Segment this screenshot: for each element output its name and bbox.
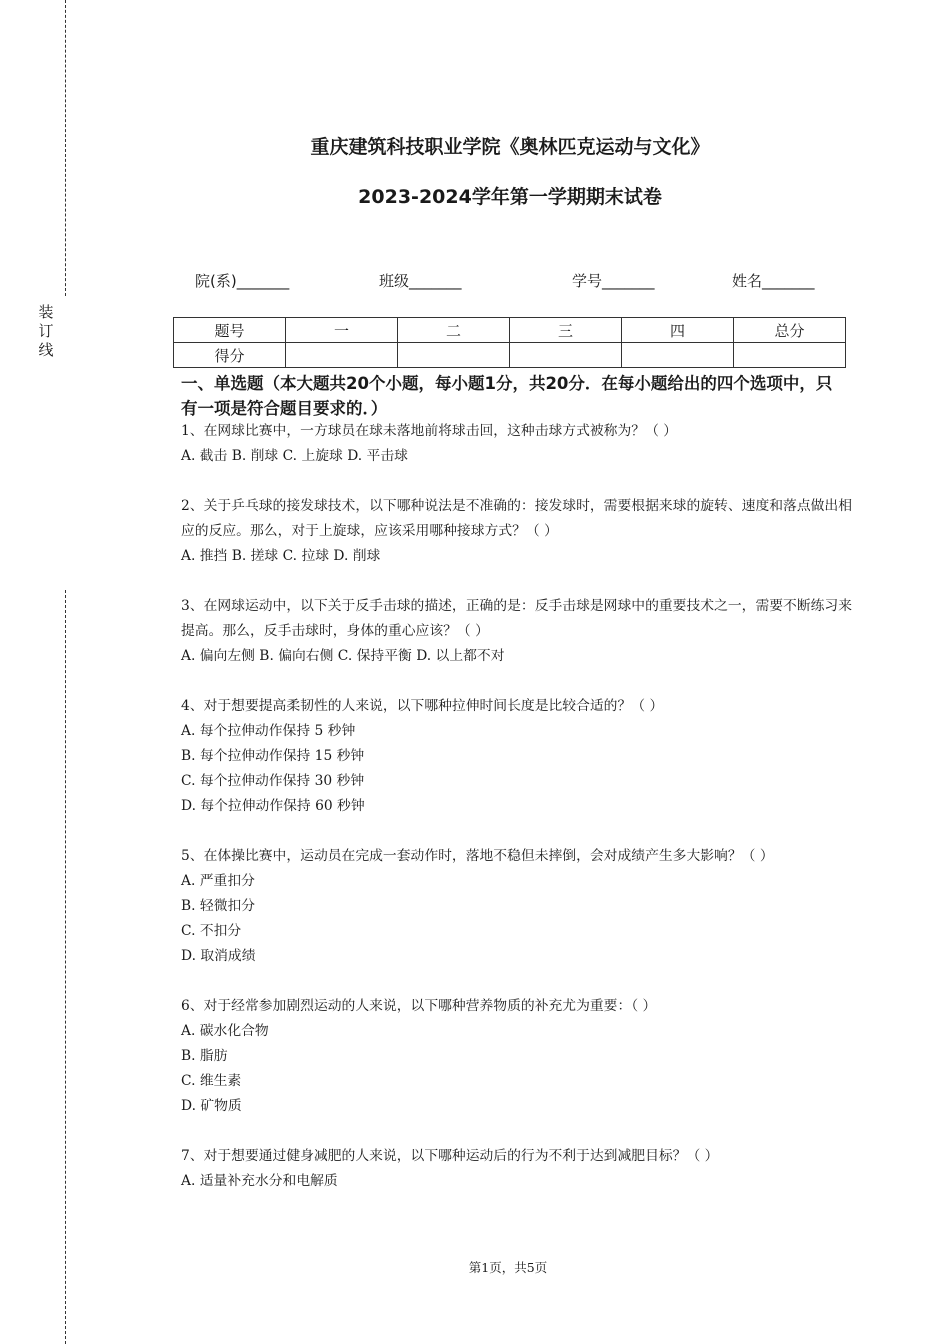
- score-table-header-cell: 三: [510, 318, 622, 343]
- question-stem: 2、关于乒乓球的接发球技术，以下哪种说法是不准确的：接发球时，需要根据来球的旋转、速度和落点做出相应的反应。那么，对于上旋球，应该采用哪种接球方式？（ ）: [181, 498, 853, 539]
- student-id-field[interactable]: 学号_______: [572, 272, 655, 290]
- question-stem: 1、在网球比赛中，一方球员在球未落地前将球击回，这种击球方式被称为？（ ）: [181, 423, 678, 439]
- score-cell[interactable]: [510, 343, 622, 368]
- question-options: A. 推挡 B. 搓球 C. 拉球 D. 削球: [181, 548, 381, 564]
- question-options: A. 偏向左侧 B. 偏向右侧 C. 保持平衡 D. 以上都不对: [181, 648, 505, 664]
- binding-line-bottom: [65, 590, 66, 1344]
- score-cell[interactable]: [734, 343, 846, 368]
- exam-title-school-course: 重庆建筑科技职业学院《奥林匹克运动与文化》: [310, 136, 710, 158]
- question-stem: 5、在体操比赛中，运动员在完成一套动作时，落地不稳但未摔倒，会对成绩产生多大影响？（ ）: [181, 848, 774, 864]
- question-5: [181, 844, 853, 969]
- question-stem: 6、对于经常参加剧烈运动的人来说，以下哪种营养物质的补充尤为重要：（ ）: [181, 998, 657, 1014]
- question-stem: 4、对于想要提高柔韧性的人来说，以下哪种拉伸时间长度是比较合适的？（ ）: [181, 698, 664, 714]
- question-option: A. 每个拉伸动作保持 5 秒钟: [181, 723, 356, 739]
- binding-label-char: 订: [38, 322, 54, 340]
- question-stem: 7、对于想要通过健身减肥的人来说，以下哪种运动后的行为不利于达到减肥目标？（ ）: [181, 1148, 719, 1164]
- question-option: B. 轻微扣分: [181, 898, 256, 914]
- question-4: [181, 694, 853, 819]
- question-1: [181, 419, 853, 469]
- question-3: [181, 594, 853, 669]
- score-table-header-cell: 总分: [734, 318, 846, 343]
- page-number: 第1页，共5页: [468, 1260, 548, 1275]
- question-option: C. 每个拉伸动作保持 30 秒钟: [181, 773, 365, 789]
- question-option: B. 每个拉伸动作保持 15 秒钟: [181, 748, 365, 764]
- score-table-header-row: [174, 318, 846, 343]
- question-option: D. 矿物质: [181, 1098, 242, 1114]
- question-option: A. 严重扣分: [181, 873, 255, 889]
- score-table-score-row: [174, 343, 846, 368]
- question-option: A. 适量补充水分和电解质: [181, 1173, 338, 1189]
- question-option: B. 脂肪: [181, 1048, 228, 1064]
- class-field[interactable]: 班级_______: [379, 272, 462, 290]
- name-field[interactable]: 姓名_______: [732, 272, 815, 290]
- question-6: [181, 994, 853, 1119]
- question-7: [181, 1144, 853, 1194]
- question-option: A. 碳水化合物: [181, 1023, 269, 1039]
- binding-label-char: 线: [38, 341, 54, 359]
- question-option: C. 维生素: [181, 1073, 242, 1089]
- score-table: [173, 317, 846, 368]
- score-cell[interactable]: [286, 343, 398, 368]
- score-table-header-cell: 四: [622, 318, 734, 343]
- question-2: [181, 494, 853, 569]
- score-table-header-cell: 一: [286, 318, 398, 343]
- binding-label: [37, 303, 55, 360]
- question-options: A. 截击 B. 削球 C. 上旋球 D. 平击球: [181, 448, 408, 464]
- score-table-header-cell: 题号: [174, 318, 286, 343]
- score-table-header-cell: 二: [398, 318, 510, 343]
- score-row-label: 得分: [174, 343, 286, 368]
- exam-title-term: 2023-2024学年第一学期期末试卷: [358, 186, 662, 208]
- question-option: D. 每个拉伸动作保持 60 秒钟: [181, 798, 365, 814]
- question-option: C. 不扣分: [181, 923, 242, 939]
- binding-label-char: 装: [38, 303, 54, 321]
- question-stem: 3、在网球运动中，以下关于反手击球的描述，正确的是：反手击球是网球中的重要技术之一，需要不断练习来提高。那么，反手击球时，身体的重心应该？（ ）: [181, 598, 853, 639]
- department-field[interactable]: 院(系)_______: [195, 272, 290, 290]
- score-cell[interactable]: [398, 343, 510, 368]
- score-cell[interactable]: [622, 343, 734, 368]
- binding-line-top: [65, 0, 66, 296]
- section-heading-single-choice: 一、单选题（本大题共20个小题，每小题1分，共20分．在每小题给出的四个选项中，只有一项是符合题目要求的．）: [181, 374, 833, 418]
- question-list: [181, 419, 853, 1219]
- question-option: D. 取消成绩: [181, 948, 256, 964]
